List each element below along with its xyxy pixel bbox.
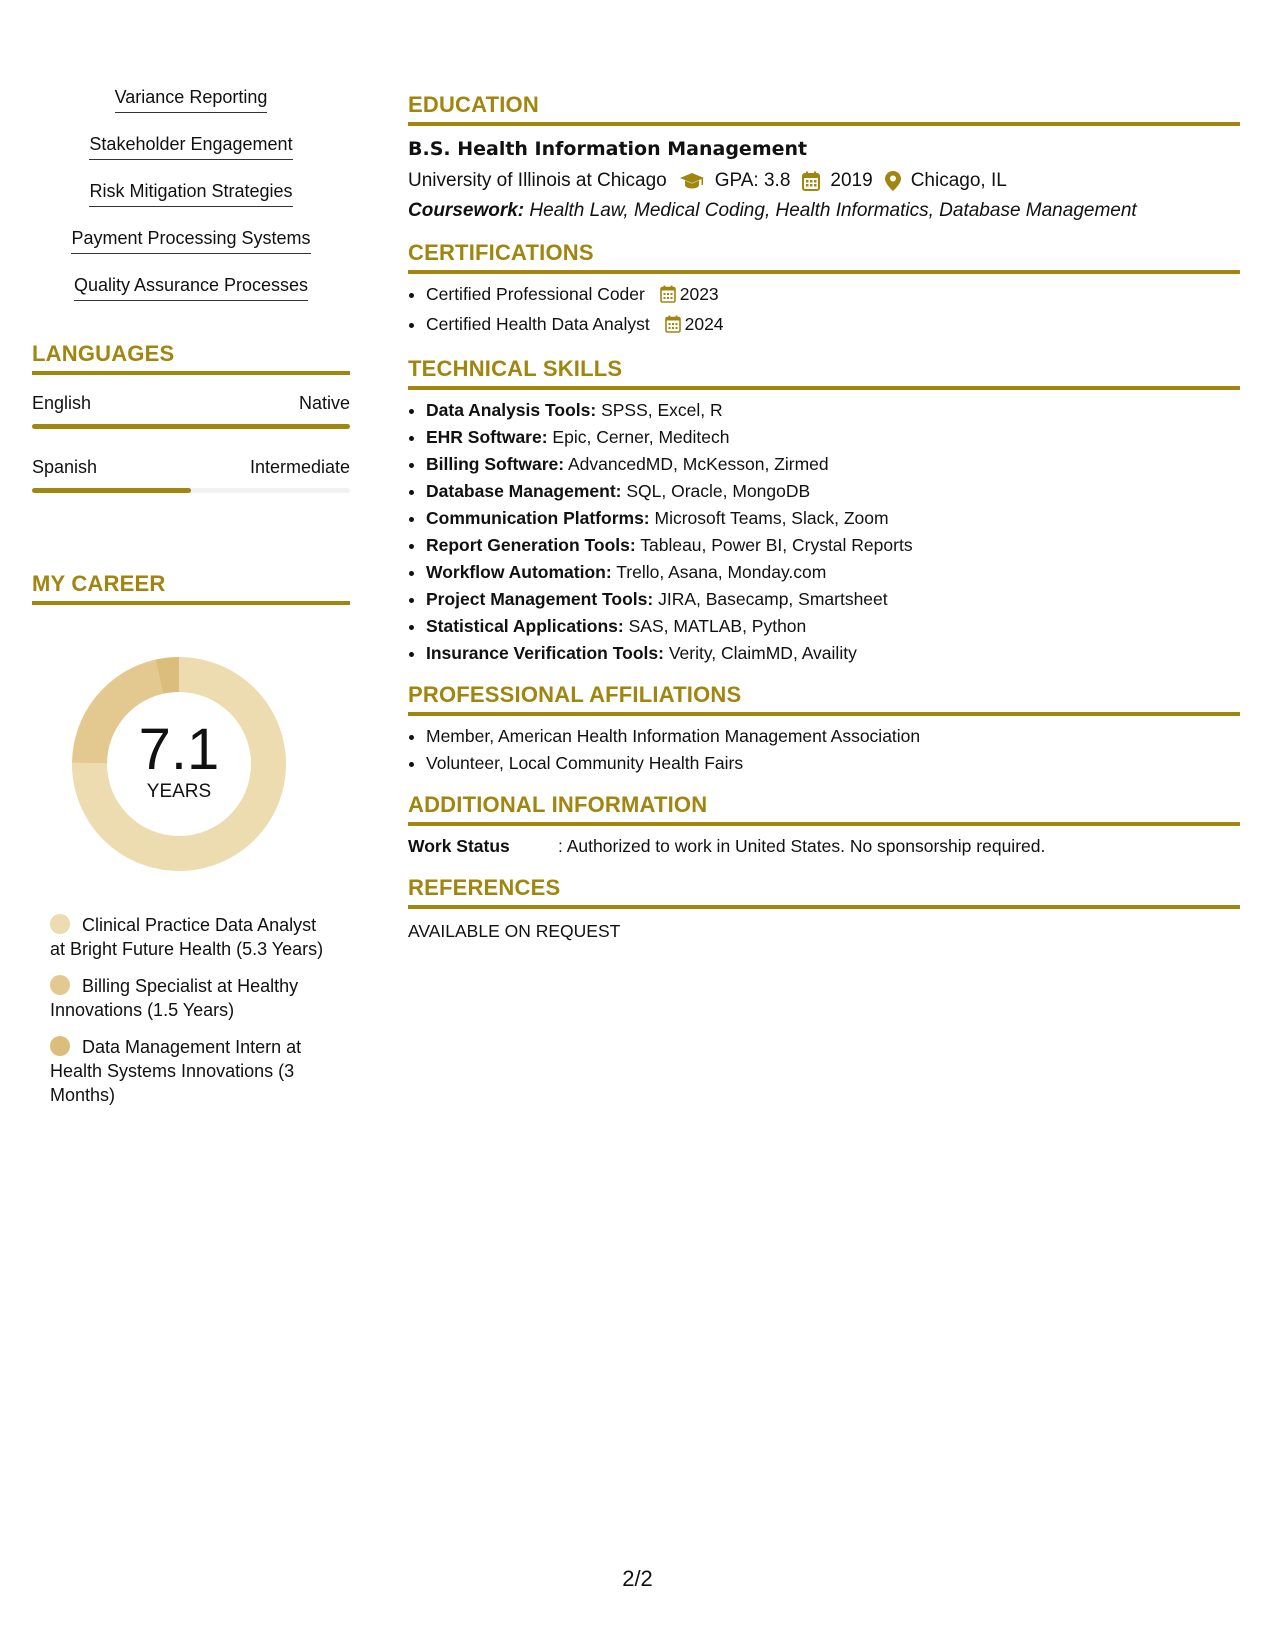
work-status-label: Work Status [408, 836, 510, 856]
calendar-icon [660, 285, 676, 308]
language-bar-fill [32, 488, 191, 493]
calendar-icon [802, 171, 820, 191]
additional-info-heading: ADDITIONAL INFORMATION [408, 792, 1240, 826]
skill-tag: Quality Assurance Processes [74, 272, 308, 301]
legend-dot [50, 975, 70, 995]
references-text: AVAILABLE ON REQUEST [408, 921, 621, 941]
language-level: Intermediate [249, 457, 350, 477]
career-legend-item: Billing Specialist at Healthy Innovations (1.5 Years) [50, 976, 299, 1020]
career-total-unit: YEARS [146, 781, 212, 802]
coursework-value: Health Law, Medical Coding, Health Informatics, Database Management [529, 200, 1137, 221]
skill-tags [32, 84, 350, 301]
list-item: • Certified Professional Coder 2023 [426, 284, 1240, 308]
skill-tag: Payment Processing Systems [71, 225, 310, 254]
language-bar [32, 488, 350, 493]
career-legend-item: Data Management Intern at Health Systems Innovations (3 Months) [50, 1037, 302, 1105]
language-bar [32, 424, 350, 429]
language-item [32, 393, 350, 429]
coursework-label: Coursework: [408, 200, 525, 221]
list-item: • Insurance Verification Tools: Verity, ClaimMD, Availity [426, 643, 1240, 664]
work-status-value: : Authorized to work in United States. No sponsorship required. [558, 836, 1046, 856]
technical-skills-heading: TECHNICAL SKILLS [408, 356, 1240, 390]
education-year: 2019 [830, 170, 873, 191]
career-donut-chart [64, 649, 294, 879]
affiliations-list [408, 726, 1240, 774]
certification-year: 2023 [679, 284, 719, 304]
education-details [408, 170, 1240, 192]
right-column [408, 92, 1240, 942]
education-degree: B.S. Health Information Management [408, 138, 808, 160]
list-item: • Communication Platforms: Microsoft Teams, Slack, Zoom [426, 508, 1240, 529]
languages-heading: LANGUAGES [32, 341, 350, 375]
calendar-icon [665, 315, 681, 338]
list-item: • Project Management Tools: JIRA, Basecamp, Smartsheet [426, 589, 1240, 610]
list-item: • Billing Software: AdvancedMD, McKesson, Zirmed [426, 454, 1240, 475]
skill-tag: Variance Reporting [115, 84, 268, 113]
list-item: • Volunteer, Local Community Health Fairs [426, 753, 1240, 774]
language-name: English [32, 393, 92, 413]
career-total-years: 7.1 [138, 717, 220, 782]
list-item: • Member, American Health Information Management Association [426, 726, 1240, 747]
language-name: Spanish [32, 457, 98, 477]
career-legend [50, 913, 330, 1107]
certifications-list [408, 284, 1240, 338]
list-item: • Database Management: SQL, Oracle, MongoDB [426, 481, 1240, 502]
left-column [32, 84, 350, 1120]
education-coursework [408, 200, 1240, 222]
list-item: • EHR Software: Epic, Cerner, Meditech [426, 427, 1240, 448]
education-school: University of Illinois at Chicago [408, 170, 667, 191]
education-heading: EDUCATION [408, 92, 1240, 126]
page-number: 2/2 [622, 1566, 653, 1591]
list-item: • Data Analysis Tools: SPSS, Excel, R [426, 400, 1240, 421]
references-heading: REFERENCES [408, 875, 1240, 909]
certification-year: 2024 [684, 314, 724, 334]
language-bar-fill [32, 424, 350, 429]
list-item: • Report Generation Tools: Tableau, Power BI, Crystal Reports [426, 535, 1240, 556]
career-heading: MY CAREER [32, 571, 350, 605]
legend-dot [50, 1036, 70, 1056]
language-level: Native [298, 393, 350, 413]
legend-dot [50, 914, 70, 934]
education-gpa: GPA: 3.8 [714, 170, 791, 191]
skill-tag: Stakeholder Engagement [89, 131, 292, 160]
skill-tag: Risk Mitigation Strategies [89, 178, 292, 207]
list-item: • Certified Health Data Analyst 2024 [426, 314, 1240, 338]
certifications-heading: CERTIFICATIONS [408, 240, 1240, 274]
list-item: • Workflow Automation: Trello, Asana, Monday.com [426, 562, 1240, 583]
location-pin-icon [885, 171, 901, 191]
education-location: Chicago, IL [910, 170, 1007, 191]
technical-skills-list [408, 400, 1240, 664]
graduation-cap-icon [679, 172, 705, 190]
list-item: • Statistical Applications: SAS, MATLAB, Python [426, 616, 1240, 637]
language-item [32, 457, 350, 493]
career-legend-item: Clinical Practice Data Analyst at Bright Future Health (5.3 Years) [50, 915, 324, 959]
work-status-row [408, 836, 1240, 857]
affiliations-heading: PROFESSIONAL AFFILIATIONS [408, 682, 1240, 716]
